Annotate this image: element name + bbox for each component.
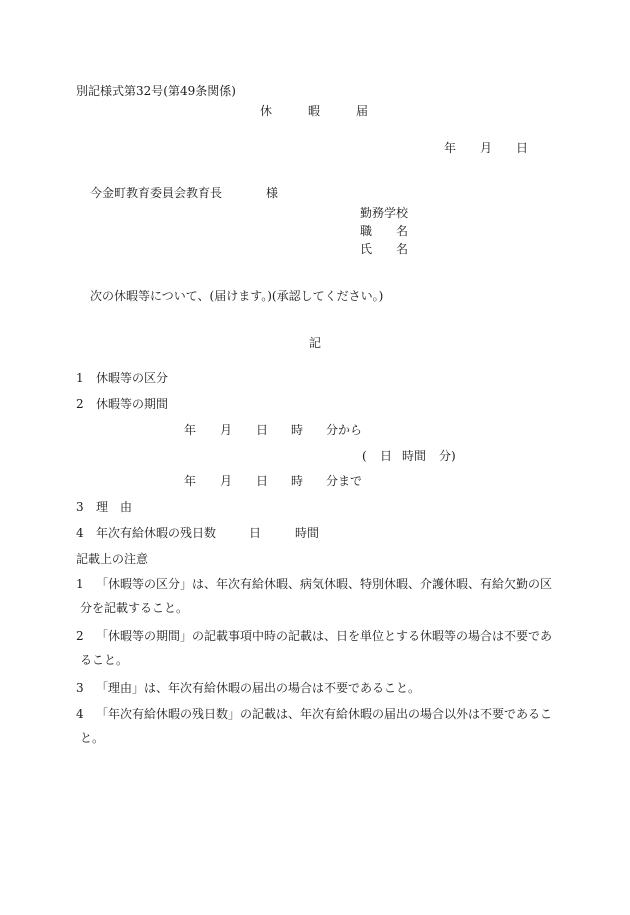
applicant-name-char-1: 氏 xyxy=(360,242,373,256)
applicant-position-char-1: 職 xyxy=(360,224,373,238)
item1-num: 1 xyxy=(76,371,84,385)
date-month: 月 xyxy=(480,141,493,155)
title-char-2: 暇 xyxy=(308,104,321,118)
period-from-month: 月 xyxy=(220,423,233,437)
form-number: 別記様式第32号(第49条関係) xyxy=(76,84,236,98)
duration-minutes: 分) xyxy=(439,449,456,463)
addressee-suffix: 様 xyxy=(266,186,279,200)
note-text xyxy=(96,572,556,596)
item4-num: 4 xyxy=(76,526,84,540)
note-num: 1 xyxy=(76,577,84,591)
item2-label: 休暇等の期間 xyxy=(96,397,169,411)
note-continuation: ること。 xyxy=(80,653,129,667)
period-from-year: 年 xyxy=(184,423,197,437)
duration-open: ( xyxy=(362,449,367,463)
note-line: 「理由」は、年次有給休暇の届出の場合は不要であること。 xyxy=(96,681,421,695)
item4-day: 日 xyxy=(249,526,262,540)
item3-label-char-1: 理 xyxy=(96,500,109,514)
item4-hours: 時間 xyxy=(295,526,320,540)
applicant-position-char-2: 名 xyxy=(396,224,409,238)
note-text xyxy=(96,676,556,700)
note-text xyxy=(96,702,556,726)
date-year: 年 xyxy=(444,141,457,155)
period-to-day: 日 xyxy=(256,474,269,488)
applicant-name-char-2: 名 xyxy=(396,242,409,256)
addressee-name: 今金町教育委員会教育長 xyxy=(90,186,223,200)
item2-num: 2 xyxy=(76,397,84,411)
period-to-minute: 分まで xyxy=(326,474,363,488)
period-from-day: 日 xyxy=(256,423,269,437)
notes-heading: 記載上の注意 xyxy=(76,552,149,566)
note-num: 2 xyxy=(76,629,84,643)
applicant-school: 勤務学校 xyxy=(360,206,409,220)
date-day: 日 xyxy=(516,141,529,155)
item4-label: 年次有給休暇の残日数 xyxy=(96,526,217,540)
note-line: 「休暇等の区分」は、年次有給休暇、病気休暇、特別休暇、介護休暇、有給欠勤の区 xyxy=(96,577,553,591)
note-continuation: 分を記載すること。 xyxy=(80,601,189,615)
intro-text: 次の休暇等について、(届けます。)(承認してください。) xyxy=(90,289,384,303)
period-to-month: 月 xyxy=(220,474,233,488)
item1-label: 休暇等の区分 xyxy=(96,371,169,385)
note-continuation: と。 xyxy=(80,731,105,745)
duration-hours: 時間 xyxy=(402,449,427,463)
title-char-3: 届 xyxy=(356,104,369,118)
item3-label-char-2: 由 xyxy=(120,500,133,514)
ki-heading: 記 xyxy=(309,336,322,350)
note-num: 3 xyxy=(76,681,84,695)
period-from-minute: 分から xyxy=(326,423,363,437)
period-from-hour: 時 xyxy=(291,423,304,437)
note-num: 4 xyxy=(76,707,84,721)
title-char-1: 休 xyxy=(260,104,273,118)
duration-day: 日 xyxy=(380,449,393,463)
item3-num: 3 xyxy=(76,500,84,514)
period-to-hour: 時 xyxy=(291,474,304,488)
note-line: 「休暇等の期間」の記載事項中時の記載は、日を単位とする休暇等の場合は不要であ xyxy=(96,629,553,643)
period-to-year: 年 xyxy=(184,474,197,488)
note-text xyxy=(96,624,556,648)
note-line: 「年次有給休暇の残日数」の記載は、年次有給休暇の届出の場合以外は不要であるこ xyxy=(96,707,553,721)
